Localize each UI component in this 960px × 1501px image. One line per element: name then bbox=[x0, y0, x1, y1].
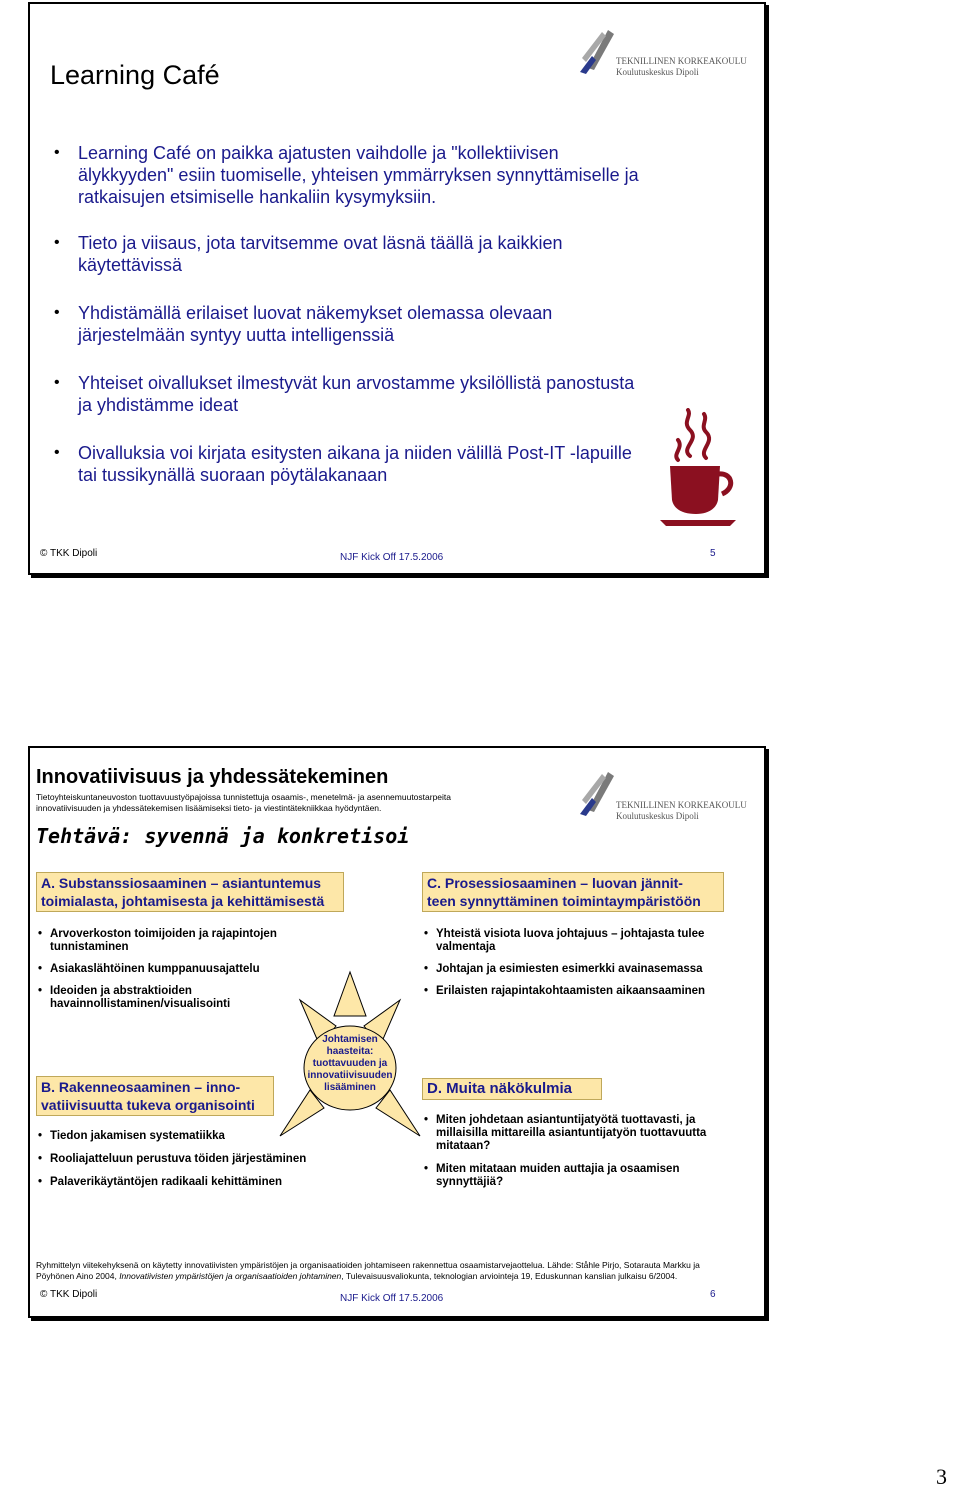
list-c bbox=[424, 928, 724, 1007]
list-item: • Yhteistä visiota luova johtajuus – johtajasta tulee valmentaja bbox=[424, 928, 724, 954]
source-line2 bbox=[36, 1271, 756, 1282]
center-line: innovatiivisuuden bbox=[307, 1070, 393, 1081]
bullet-item: • Learning Café on paikka ajatusten vaihdolle ja "kollektiivisen älykkyyden" esiin tuomiselle, yhteisen ymmärryksen synnyttämiselle ja ratkaisujen etsimiselle hankaliin kysymyksiin. bbox=[50, 142, 650, 208]
source-note bbox=[36, 1260, 756, 1282]
source-publisher: , Tulevaisuusvaliokunta, teknologian arviointeja 19, Eduskunnan kanslian julkaisu 6/2004. bbox=[341, 1271, 678, 1281]
box-a-line2: toimialasta, johtamisesta ja kehittämisestä bbox=[41, 893, 325, 909]
slide-title: Learning Café bbox=[50, 60, 220, 90]
list-item: • Palaverikäytäntöjen radikaali kehittäminen bbox=[38, 1176, 348, 1189]
slide-learning-cafe bbox=[28, 2, 766, 575]
bullet-list bbox=[50, 142, 650, 512]
logo-line2: Koulutuskeskus Dipoli bbox=[616, 67, 699, 77]
footer-page-number: 6 bbox=[710, 1289, 716, 1300]
list-item: • Erilaisten rajapintakohtaamisten aikaansaaminen bbox=[424, 985, 724, 998]
list-item: • Arvoverkoston toimijoiden ja rajapintojen tunnistaminen bbox=[38, 928, 318, 954]
list-item: • Johtajan ja esimiesten esimerkki avainasemassa bbox=[424, 963, 724, 976]
list-item: • Ideoiden ja abstraktioiden havainnollistaminen/visualisointi bbox=[38, 985, 318, 1011]
box-a bbox=[36, 872, 344, 912]
document-page-number: 3 bbox=[936, 1464, 947, 1489]
source-authors: Pöyhönen Aino 2004, bbox=[36, 1271, 120, 1281]
coffee-cup-icon bbox=[656, 408, 740, 531]
tkk-logo-icon bbox=[578, 28, 618, 74]
bullet-item: • Oivalluksia voi kirjata esitysten aikana ja niiden välillä Post-IT -lapuille tai tussikynällä suoraan pöytälakanaan bbox=[50, 442, 650, 486]
logo-line2: Koulutuskeskus Dipoli bbox=[616, 811, 699, 821]
logo-line1: TEKNILLINEN KORKEAKOULU bbox=[616, 56, 747, 66]
logo-line1: TEKNILLINEN KORKEAKOULU bbox=[616, 800, 747, 810]
source-line1: Ryhmittelyn viitekehyksenä on käytetty innovatiivisten ympäristöjen ja organisaatioiden johtamiseen rakennettua osaamistarvejaottelua. Lähde: Ståhle Pirjo, Sotarauta Markku ja bbox=[36, 1260, 700, 1270]
center-line: haasteita: bbox=[326, 1046, 374, 1057]
tkk-logo bbox=[578, 770, 748, 830]
box-b bbox=[36, 1076, 274, 1116]
bullet-item: • Yhteiset oivallukset ilmestyvät kun arvostamme yksilöllistä panostusta ja yhdistämme ideat bbox=[50, 372, 650, 416]
list-b bbox=[38, 1130, 348, 1198]
task-heading: Tehtävä: syvennä ja konkretisoi bbox=[36, 824, 410, 848]
slide-title: Innovatiivisuus ja yhdessätekeminen bbox=[36, 766, 389, 788]
source-title: Innovatiivisten ympäristöjen ja organisaatioiden johtaminen bbox=[119, 1271, 342, 1281]
list-item: • Tiedon jakamisen systematiikka bbox=[38, 1130, 348, 1143]
bullet-item: • Tieto ja viisaus, jota tarvitsemme ovat läsnä täällä ja kaikkien käytettävissä bbox=[50, 232, 650, 276]
subtitle-line2: innovatiivisuuden ja yhdessätekemisen lisäämiseksi tieto- ja viestintätekniikkaa hyödyntäen. bbox=[36, 803, 382, 813]
tkk-logo-icon bbox=[578, 770, 618, 816]
box-c-line1: C. Prosessiosaaminen – luovan jännit- bbox=[427, 875, 683, 891]
box-a-line1: A. Substanssiosaaminen – asiantuntemus bbox=[41, 875, 322, 891]
center-line: lisääminen bbox=[324, 1082, 376, 1093]
footer-copyright: © TKK Dipoli bbox=[40, 1289, 98, 1300]
center-line: Johtamisen bbox=[322, 1034, 378, 1045]
footer-event: NJF Kick Off 17.5.2006 bbox=[340, 552, 444, 563]
list-item: • Asiakaslähtöinen kumppanuusajattelu bbox=[38, 963, 318, 976]
list-item: • Miten johdetaan asiantuntijatyötä tuottavasti, ja millaisilla mittareilla asiantuntijatyön tuottavuutta mitataan? bbox=[424, 1114, 734, 1153]
footer-event: NJF Kick Off 17.5.2006 bbox=[340, 1293, 444, 1304]
box-c bbox=[422, 872, 724, 912]
box-c-line2: teen synnyttäminen toimintaympäristöön bbox=[427, 893, 701, 909]
tkk-logo bbox=[578, 28, 748, 88]
footer-page-number: 5 bbox=[710, 548, 716, 559]
list-d bbox=[424, 1114, 734, 1198]
slide-innovatiivisuus bbox=[28, 746, 766, 1318]
center-text bbox=[304, 1034, 396, 1094]
box-d: D. Muita näkökulmia bbox=[422, 1078, 602, 1100]
box-b-line2: vatiivisuutta tukeva organisointi bbox=[41, 1097, 255, 1113]
footer-copyright: © TKK Dipoli bbox=[40, 548, 98, 559]
list-item: • Miten mitataan muiden auttajia ja osaamisen synnyttäjiä? bbox=[424, 1163, 734, 1189]
center-line: tuottavuuden ja bbox=[312, 1058, 388, 1069]
subtitle-line1: Tietoyhteiskuntaneuvoston tuottavuustyöpajoissa tunnistettuja osaamis-, menetelmä- ja asennemuutostarpeita bbox=[36, 792, 452, 802]
star-ray-top bbox=[334, 972, 366, 1016]
central-star bbox=[240, 970, 460, 1140]
list-item: • Rooliajatteluun perustuva töiden järjestäminen bbox=[38, 1153, 348, 1166]
box-b-line1: B. Rakenneosaaminen – inno- bbox=[41, 1079, 241, 1095]
bullet-item: • Yhdistämällä erilaiset luovat näkemykset olemassa olevaan järjestelmään syntyy uutta intelligenssiä bbox=[50, 302, 650, 346]
